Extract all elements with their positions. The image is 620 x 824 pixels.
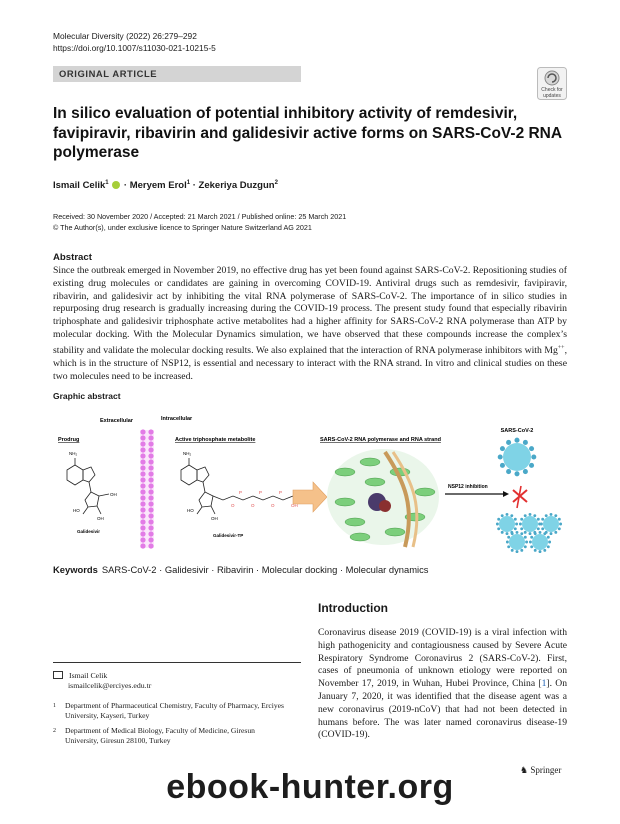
intro-part-2: ]. On January 7, 2020, it was identified that the disease agent was a new coronavirus (2019-nCoV) that had not been detected in humans before. The was later named coronavirus disease-19 (COVID-19). bbox=[318, 678, 567, 741]
envelope-icon bbox=[53, 671, 63, 679]
protein-helix bbox=[345, 518, 365, 526]
galidesivir-tp-caption: Galidesivir-TP bbox=[213, 533, 244, 538]
prodrug-ho: HO bbox=[73, 508, 80, 513]
lipid-bead bbox=[148, 519, 153, 524]
lipid-bead bbox=[148, 525, 153, 530]
keywords-label: Keywords bbox=[53, 564, 98, 575]
lipid-bead bbox=[140, 477, 145, 482]
journal-citation: Molecular Diversity (2022) 26:279–292 bbox=[53, 31, 197, 41]
prodrug-oh-side: OH bbox=[110, 492, 117, 497]
history-dates: Received: 30 November 2020 / Accepted: 21 March 2021 / Published online: 25 March 2021 bbox=[53, 212, 347, 221]
lipid-bead bbox=[140, 531, 145, 536]
affiliation-number: 2 bbox=[53, 728, 56, 734]
lipid-bead bbox=[148, 429, 153, 434]
lipid-bead bbox=[148, 513, 153, 518]
lipid-bead bbox=[140, 429, 145, 434]
introduction-heading: Introduction bbox=[318, 601, 388, 615]
graphic-abstract-figure bbox=[55, 412, 567, 560]
lipid-bead bbox=[140, 543, 145, 548]
copyright-line: © The Author(s), under exclusive licence to Springer Nature Switzerland AG 2021 bbox=[53, 222, 312, 232]
lipid-bead bbox=[140, 495, 145, 500]
graphic-abstract-heading: Graphic abstract bbox=[53, 391, 121, 401]
virus-label: SARS-CoV-2 bbox=[500, 428, 534, 434]
author-name[interactable]: Zekeriya Duzgun bbox=[198, 180, 275, 192]
lipid-bead bbox=[148, 483, 153, 488]
lipid-bead bbox=[140, 453, 145, 458]
lipid-bead bbox=[140, 519, 145, 524]
protein-helix bbox=[360, 458, 380, 466]
virus-icon bbox=[498, 438, 537, 477]
protein-helix bbox=[335, 468, 355, 476]
article-title: In silico evaluation of potential inhibitory activity of remdesivir, favipiravir, ribavirin and galidesivir active forms on SARS-CoV-2 RNA polymerase bbox=[53, 105, 562, 161]
inhibition-label: NSP12 inhibition bbox=[448, 484, 488, 490]
metabolite-oh: OH bbox=[211, 516, 218, 521]
footnote-divider bbox=[53, 662, 301, 663]
svg-text:O: O bbox=[231, 503, 235, 508]
svg-text:OH: OH bbox=[291, 503, 298, 508]
introduction-text bbox=[318, 627, 567, 742]
lipid-bead bbox=[148, 531, 153, 536]
affiliation-number: 1 bbox=[53, 703, 56, 709]
check-for-updates-badge[interactable] bbox=[537, 67, 567, 100]
lipid-bead bbox=[148, 543, 153, 548]
svg-text:O: O bbox=[251, 503, 255, 508]
author-affiliation-mark: 1 bbox=[105, 180, 109, 186]
publication-dates bbox=[53, 212, 346, 233]
citation-link[interactable]: 1 bbox=[541, 678, 547, 690]
prodrug-nh2: NH₂ bbox=[69, 451, 78, 456]
running-header bbox=[53, 31, 216, 54]
extracellular-label: Extracellular bbox=[99, 418, 133, 424]
affiliation-text: Department of Pharmaceutical Chemistry, Faculty of Pharmacy, Erciyes University, Kayseri, Turkey bbox=[65, 701, 284, 720]
article-type-bar bbox=[53, 66, 301, 82]
inhibition-arrowhead-icon bbox=[503, 491, 509, 497]
galidesivir-tp-structure bbox=[181, 458, 293, 514]
affiliation-text: Department of Medical Biology, Faculty of Medicine, Giresun University, Giresun 28100, Turkey bbox=[65, 726, 255, 745]
lipid-bead bbox=[148, 441, 153, 446]
lipid-bead bbox=[140, 471, 145, 476]
abstract-text bbox=[53, 265, 567, 383]
lipid-bead bbox=[140, 501, 145, 506]
check-updates-line2: updates bbox=[543, 93, 561, 99]
virus-icon bbox=[540, 513, 562, 535]
protein-helix bbox=[335, 498, 355, 506]
lipid-bead bbox=[140, 537, 145, 542]
lipid-bead bbox=[148, 453, 153, 458]
virus-icon bbox=[496, 513, 518, 535]
corresponding-email[interactable]: ismailcelik@erciyes.edu.tr bbox=[68, 681, 152, 691]
intracellular-label: Intracellular bbox=[161, 416, 193, 422]
author-name[interactable]: Ismail Celik bbox=[53, 180, 106, 192]
lipid-bead bbox=[148, 447, 153, 452]
metabolite-ho: HO bbox=[187, 508, 194, 513]
lipid-bead bbox=[148, 495, 153, 500]
lipid-bead bbox=[148, 537, 153, 542]
abstract-superscript: ++ bbox=[557, 344, 565, 351]
author-name[interactable]: Meryem Erol bbox=[129, 180, 187, 192]
rna-polymerase-structure bbox=[327, 449, 439, 547]
watermark: ebook-hunter.org bbox=[166, 768, 454, 806]
lipid-bead bbox=[140, 489, 145, 494]
keywords-line bbox=[53, 564, 428, 575]
lipid-bead bbox=[148, 459, 153, 464]
corresponding-author: Ismail Celik bbox=[69, 671, 108, 680]
lipid-bead bbox=[140, 465, 145, 470]
check-updates-line1: Check for bbox=[541, 87, 563, 93]
lipid-bead bbox=[148, 465, 153, 470]
active-metabolite-label: Active triphosphate metabolite bbox=[175, 437, 256, 443]
lipid-bead bbox=[148, 489, 153, 494]
orcid-icon[interactable] bbox=[112, 181, 120, 189]
lipid-bead bbox=[140, 507, 145, 512]
svg-text:P: P bbox=[239, 490, 243, 495]
author-list: Ismail Celik$^1$ · Meryem Erol$^1$ · Zekeriya Duzgun$^2$ bbox=[53, 180, 278, 192]
correspondence-block bbox=[53, 671, 151, 692]
keywords-list: SARS-CoV-2 · Galidesivir · Ribavirin · Molecular docking · Molecular dynamics bbox=[101, 564, 429, 575]
lipid-bead bbox=[140, 459, 145, 464]
lipid-bead bbox=[148, 471, 153, 476]
prodrug-oh-bottom: OH bbox=[97, 516, 104, 521]
svg-text:O: O bbox=[271, 503, 275, 508]
virus-icon bbox=[519, 513, 541, 535]
galidesivir-caption: Galidesivir bbox=[77, 529, 101, 534]
protein-helix bbox=[415, 488, 435, 496]
metabolite-nh2: NH₂ bbox=[183, 451, 192, 456]
article-type-label: ORIGINAL ARTICLE bbox=[59, 68, 158, 79]
affiliation-2 bbox=[53, 726, 285, 746]
protein-helix bbox=[350, 533, 370, 541]
cell-membrane bbox=[140, 429, 154, 548]
lipid-bead bbox=[140, 483, 145, 488]
process-arrow-icon bbox=[293, 482, 327, 512]
affiliation-1 bbox=[53, 701, 285, 721]
lipid-bead bbox=[148, 507, 153, 512]
galidesivir-structure bbox=[67, 458, 109, 514]
springer-horse-icon: ♞ bbox=[520, 765, 531, 775]
svg-text:P: P bbox=[259, 490, 263, 495]
lipid-bead bbox=[140, 441, 145, 446]
abstract-part-1: Since the outbreak emerged in November 2019, no effective drug has yet been found against SARS-CoV-2. Repositioning studies of existing drug molecules or candidates are gaining in overcoming COVID-19. Antiviral drugs such as remdesivir, favipiravir, ribavirin, and galidesivir act by inhibiting the vital RNA polymerase of SARS-CoV-2. The importance of in silico studies in repurposing drug research is gradually increasing during the COVID-19 process. The present study found that especially ribavirin triphosphate and galidesivir triphosphate active metabolites had a higher affinity for SARS-CoV-2 RNA polymerase than ATP by molecular docking. With the Molecular Dynamics simulation, we have observed that these compounds increase the complex’s stability and validate the molecular docking results. We also explained that the interaction of RNA polymerase inhibitors with Mg bbox=[53, 265, 567, 357]
lipid-bead bbox=[140, 513, 145, 518]
lipid-bead bbox=[148, 435, 153, 440]
prodrug-label: Prodrug bbox=[58, 437, 80, 443]
virus-icon bbox=[506, 531, 528, 553]
lipid-bead bbox=[148, 477, 153, 482]
doi-link[interactable]: https://doi.org/10.1007/s11030-021-10215-5 bbox=[53, 42, 216, 53]
publisher-name: Springer bbox=[530, 765, 562, 775]
lipid-bead bbox=[140, 447, 145, 452]
intro-part-1: Coronavirus disease 2019 (COVID-19) is a viral infection with high pathogenicity and contagiousness caused by Severe Acute Respiratory Syndrome Coronavirus 2 (SARS-CoV-2). First, cases of pneumonia of unknown etiology were reported on November 17, 2019, in Wuhan, Hubei Province, China [ bbox=[318, 627, 567, 690]
virus-icon bbox=[529, 531, 551, 553]
lipid-bead bbox=[140, 525, 145, 530]
author-affiliation-mark: 2 bbox=[274, 180, 278, 186]
lipid-bead bbox=[148, 501, 153, 506]
abstract-part-2: , which is in the structure of NSP12, is essential and necessary to interact with the RNA strand. In vitro and clinical studies on these two molecules need to be increased. bbox=[53, 345, 567, 382]
svg-text:P: P bbox=[279, 490, 283, 495]
lipid-bead bbox=[140, 435, 145, 440]
abstract-heading: Abstract bbox=[53, 252, 92, 263]
protein-helix bbox=[365, 478, 385, 486]
check-updates-icon bbox=[537, 67, 567, 100]
polymerase-label: SARS-CoV-2 RNA polymerase and RNA strand bbox=[320, 437, 441, 443]
protein-helix bbox=[385, 528, 405, 536]
author-affiliation-mark: 1 bbox=[186, 180, 191, 186]
